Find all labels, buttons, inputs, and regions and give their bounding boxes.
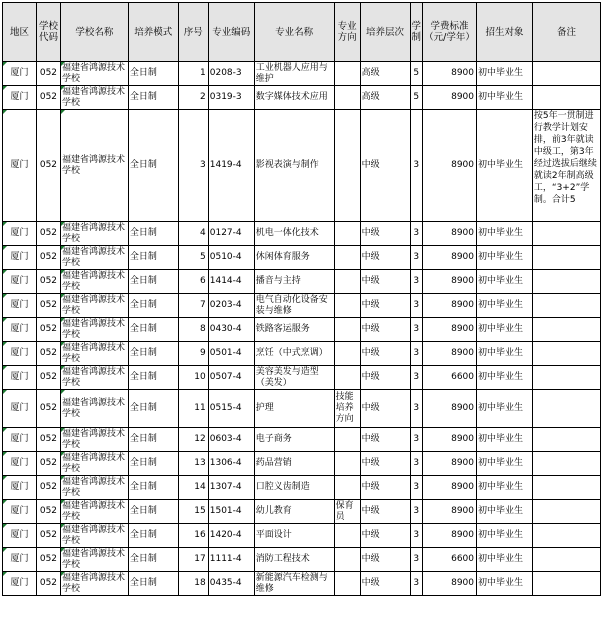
cell-mode: 全日制 <box>128 62 178 86</box>
cell-years: 5 <box>410 86 423 110</box>
cell-mode: 全日制 <box>128 246 178 270</box>
cell-remarks <box>532 390 600 428</box>
cell-level: 中级 <box>360 572 410 596</box>
cell-fee: 8900 <box>423 270 477 294</box>
cell-level: 中级 <box>360 294 410 318</box>
enrollment-table <box>2 2 601 596</box>
cell-direction <box>334 110 360 222</box>
cell-major-name: 播音与主持 <box>254 270 334 294</box>
header-major-code: 专业编码 <box>208 3 254 62</box>
table-row <box>3 62 601 86</box>
cell-seq: 13 <box>178 452 208 476</box>
table-row <box>3 452 601 476</box>
cell-level: 中级 <box>360 524 410 548</box>
table-row <box>3 572 601 596</box>
cell-school-name: 福建省鸿源技术学校 <box>60 62 128 86</box>
cell-target: 初中毕业生 <box>477 318 533 342</box>
cell-remarks <box>532 500 600 524</box>
cell-years: 3 <box>410 500 423 524</box>
cell-fee: 8900 <box>423 500 477 524</box>
cell-mode: 全日制 <box>128 390 178 428</box>
cell-school-code: 052 <box>36 524 60 548</box>
cell-major-name: 工业机器人应用与维护 <box>254 62 334 86</box>
cell-fee: 8900 <box>423 110 477 222</box>
cell-school-name: 福建省鸿源技术学校 <box>60 548 128 572</box>
cell-direction <box>334 524 360 548</box>
cell-fee: 6600 <box>423 366 477 390</box>
cell-target: 初中毕业生 <box>477 222 533 246</box>
cell-fee: 6600 <box>423 548 477 572</box>
cell-years: 3 <box>410 342 423 366</box>
cell-major-name: 休闲体育服务 <box>254 246 334 270</box>
cell-remarks <box>532 86 600 110</box>
cell-school-name: 福建省鸿源技术学校 <box>60 86 128 110</box>
cell-remarks <box>532 428 600 452</box>
cell-school-code: 052 <box>36 428 60 452</box>
cell-major-code: 1306-4 <box>208 452 254 476</box>
cell-region: 厦门 <box>3 548 37 572</box>
cell-remarks <box>532 342 600 366</box>
cell-school-name: 福建省鸿源技术学校 <box>60 222 128 246</box>
cell-remarks <box>532 572 600 596</box>
cell-school-code: 052 <box>36 62 60 86</box>
cell-mode: 全日制 <box>128 86 178 110</box>
cell-years: 5 <box>410 62 423 86</box>
cell-direction <box>334 428 360 452</box>
cell-seq: 2 <box>178 86 208 110</box>
cell-remarks <box>532 366 600 390</box>
cell-years: 3 <box>410 270 423 294</box>
cell-seq: 6 <box>178 270 208 294</box>
cell-major-code: 1419-4 <box>208 110 254 222</box>
table-row <box>3 110 601 222</box>
cell-direction <box>334 62 360 86</box>
cell-major-name: 影视表演与制作 <box>254 110 334 222</box>
cell-region: 厦门 <box>3 294 37 318</box>
cell-remarks <box>532 270 600 294</box>
cell-major-code: 0430-4 <box>208 318 254 342</box>
header-years: 学制 <box>410 3 423 62</box>
cell-major-name: 药品营销 <box>254 452 334 476</box>
cell-mode: 全日制 <box>128 366 178 390</box>
cell-major-name: 新能源汽车检测与维修 <box>254 572 334 596</box>
cell-direction <box>334 246 360 270</box>
cell-school-name: 福建省鸿源技术学校 <box>60 476 128 500</box>
cell-school-name: 福建省鸿源技术学校 <box>60 342 128 366</box>
cell-years: 3 <box>410 390 423 428</box>
cell-mode: 全日制 <box>128 500 178 524</box>
cell-mode: 全日制 <box>128 318 178 342</box>
header-remarks: 备注 <box>532 3 600 62</box>
cell-direction: 保育员 <box>334 500 360 524</box>
cell-school-code: 052 <box>36 390 60 428</box>
cell-level: 中级 <box>360 270 410 294</box>
cell-school-name: 福建省鸿源技术学校 <box>60 366 128 390</box>
cell-major-code: 0127-4 <box>208 222 254 246</box>
cell-seq: 5 <box>178 246 208 270</box>
header-direction: 专业方向 <box>334 3 360 62</box>
cell-remarks <box>532 476 600 500</box>
cell-school-name: 福建省鸿源技术学校 <box>60 110 128 222</box>
cell-school-code: 052 <box>36 270 60 294</box>
cell-seq: 4 <box>178 222 208 246</box>
cell-remarks <box>532 246 600 270</box>
cell-fee: 8900 <box>423 222 477 246</box>
cell-mode: 全日制 <box>128 270 178 294</box>
cell-target: 初中毕业生 <box>477 86 533 110</box>
cell-years: 3 <box>410 428 423 452</box>
table-row <box>3 428 601 452</box>
cell-target: 初中毕业生 <box>477 452 533 476</box>
cell-major-name: 数字媒体技术应用 <box>254 86 334 110</box>
cell-level: 中级 <box>360 342 410 366</box>
cell-target: 初中毕业生 <box>477 476 533 500</box>
cell-major-code: 1501-4 <box>208 500 254 524</box>
cell-mode: 全日制 <box>128 342 178 366</box>
cell-mode: 全日制 <box>128 524 178 548</box>
cell-seq: 1 <box>178 62 208 86</box>
cell-direction <box>334 366 360 390</box>
table-row <box>3 222 601 246</box>
cell-seq: 14 <box>178 476 208 500</box>
cell-school-code: 052 <box>36 246 60 270</box>
cell-major-code: 0510-4 <box>208 246 254 270</box>
header-school-name: 学校名称 <box>60 3 128 62</box>
cell-major-name: 口腔义齿制造 <box>254 476 334 500</box>
table-row <box>3 86 601 110</box>
cell-mode: 全日制 <box>128 476 178 500</box>
cell-target: 初中毕业生 <box>477 246 533 270</box>
cell-direction <box>334 270 360 294</box>
cell-region: 厦门 <box>3 366 37 390</box>
cell-fee: 8900 <box>423 62 477 86</box>
cell-school-name: 福建省鸿源技术学校 <box>60 524 128 548</box>
header-level: 培养层次 <box>360 3 410 62</box>
cell-major-code: 0203-4 <box>208 294 254 318</box>
cell-major-name: 平面设计 <box>254 524 334 548</box>
cell-school-code: 052 <box>36 572 60 596</box>
cell-direction <box>334 572 360 596</box>
cell-direction <box>334 548 360 572</box>
cell-region: 厦门 <box>3 476 37 500</box>
cell-years: 3 <box>410 110 423 222</box>
cell-mode: 全日制 <box>128 428 178 452</box>
cell-target: 初中毕业生 <box>477 428 533 452</box>
cell-school-code: 052 <box>36 294 60 318</box>
cell-major-code: 0515-4 <box>208 390 254 428</box>
cell-fee: 8900 <box>423 294 477 318</box>
cell-level: 中级 <box>360 548 410 572</box>
cell-remarks <box>532 294 600 318</box>
cell-level: 中级 <box>360 246 410 270</box>
cell-seq: 17 <box>178 548 208 572</box>
table-row <box>3 246 601 270</box>
cell-years: 3 <box>410 476 423 500</box>
cell-major-name: 电子商务 <box>254 428 334 452</box>
cell-target: 初中毕业生 <box>477 294 533 318</box>
cell-fee: 8900 <box>423 390 477 428</box>
cell-seq: 10 <box>178 366 208 390</box>
cell-region: 厦门 <box>3 428 37 452</box>
cell-direction <box>334 452 360 476</box>
cell-direction <box>334 476 360 500</box>
cell-region: 厦门 <box>3 500 37 524</box>
cell-years: 3 <box>410 366 423 390</box>
table-row <box>3 270 601 294</box>
cell-remarks <box>532 318 600 342</box>
cell-region: 厦门 <box>3 222 37 246</box>
cell-major-code: 1414-4 <box>208 270 254 294</box>
cell-major-code: 0507-4 <box>208 366 254 390</box>
cell-major-name: 机电一体化技术 <box>254 222 334 246</box>
table-row <box>3 524 601 548</box>
cell-major-code: 0435-4 <box>208 572 254 596</box>
cell-seq: 3 <box>178 110 208 222</box>
cell-direction: 技能培养方向 <box>334 390 360 428</box>
cell-target: 初中毕业生 <box>477 548 533 572</box>
cell-level: 中级 <box>360 318 410 342</box>
cell-school-code: 052 <box>36 222 60 246</box>
cell-years: 3 <box>410 294 423 318</box>
cell-major-code: 0319-3 <box>208 86 254 110</box>
cell-major-name: 消防工程技术 <box>254 548 334 572</box>
cell-target: 初中毕业生 <box>477 62 533 86</box>
cell-remarks <box>532 222 600 246</box>
cell-school-code: 052 <box>36 452 60 476</box>
cell-mode: 全日制 <box>128 548 178 572</box>
cell-school-code: 052 <box>36 548 60 572</box>
cell-school-name: 福建省鸿源技术学校 <box>60 246 128 270</box>
header-row <box>3 3 601 62</box>
cell-major-name: 幼儿教育 <box>254 500 334 524</box>
cell-school-name: 福建省鸿源技术学校 <box>60 500 128 524</box>
cell-level: 中级 <box>360 452 410 476</box>
cell-region: 厦门 <box>3 452 37 476</box>
cell-seq: 8 <box>178 318 208 342</box>
cell-fee: 8900 <box>423 524 477 548</box>
header-school-code: 学校代码 <box>36 3 60 62</box>
table-row <box>3 366 601 390</box>
cell-seq: 7 <box>178 294 208 318</box>
cell-school-name: 福建省鸿源技术学校 <box>60 294 128 318</box>
cell-fee: 8900 <box>423 318 477 342</box>
cell-school-name: 福建省鸿源技术学校 <box>60 318 128 342</box>
cell-seq: 11 <box>178 390 208 428</box>
cell-region: 厦门 <box>3 270 37 294</box>
cell-region: 厦门 <box>3 390 37 428</box>
cell-seq: 12 <box>178 428 208 452</box>
cell-target: 初中毕业生 <box>477 110 533 222</box>
cell-school-code: 052 <box>36 366 60 390</box>
cell-target: 初中毕业生 <box>477 366 533 390</box>
cell-fee: 8900 <box>423 86 477 110</box>
cell-years: 3 <box>410 318 423 342</box>
cell-major-code: 1420-4 <box>208 524 254 548</box>
cell-major-name: 美容美发与造型（美发） <box>254 366 334 390</box>
header-seq: 序号 <box>178 3 208 62</box>
cell-school-code: 052 <box>36 342 60 366</box>
cell-region: 厦门 <box>3 86 37 110</box>
header-target: 招生对象 <box>477 3 533 62</box>
cell-fee: 8900 <box>423 452 477 476</box>
cell-major-code: 0603-4 <box>208 428 254 452</box>
cell-target: 初中毕业生 <box>477 500 533 524</box>
cell-mode: 全日制 <box>128 294 178 318</box>
cell-years: 3 <box>410 524 423 548</box>
cell-level: 高级 <box>360 62 410 86</box>
cell-region: 厦门 <box>3 342 37 366</box>
table-row <box>3 548 601 572</box>
cell-target: 初中毕业生 <box>477 342 533 366</box>
cell-seq: 15 <box>178 500 208 524</box>
table-row <box>3 294 601 318</box>
cell-seq: 16 <box>178 524 208 548</box>
cell-school-name: 福建省鸿源技术学校 <box>60 428 128 452</box>
cell-direction <box>334 222 360 246</box>
cell-level: 中级 <box>360 390 410 428</box>
cell-major-name: 烹饪（中式烹调） <box>254 342 334 366</box>
cell-region: 厦门 <box>3 110 37 222</box>
cell-major-name: 护理 <box>254 390 334 428</box>
cell-major-code: 1307-4 <box>208 476 254 500</box>
cell-target: 初中毕业生 <box>477 270 533 294</box>
cell-fee: 8900 <box>423 476 477 500</box>
cell-level: 中级 <box>360 500 410 524</box>
cell-target: 初中毕业生 <box>477 572 533 596</box>
cell-seq: 9 <box>178 342 208 366</box>
table-row <box>3 476 601 500</box>
cell-target: 初中毕业生 <box>477 524 533 548</box>
cell-remarks <box>532 452 600 476</box>
header-region: 地区 <box>3 3 37 62</box>
cell-years: 3 <box>410 246 423 270</box>
cell-fee: 8900 <box>423 428 477 452</box>
cell-region: 厦门 <box>3 62 37 86</box>
cell-school-code: 052 <box>36 86 60 110</box>
cell-fee: 8900 <box>423 246 477 270</box>
cell-major-code: 0501-4 <box>208 342 254 366</box>
cell-years: 3 <box>410 572 423 596</box>
cell-mode: 全日制 <box>128 222 178 246</box>
cell-remarks <box>532 62 600 86</box>
header-major-name: 专业名称 <box>254 3 334 62</box>
cell-level: 中级 <box>360 222 410 246</box>
cell-major-code: 1111-4 <box>208 548 254 572</box>
cell-major-name: 电气自动化设备安装与维修 <box>254 294 334 318</box>
table-row <box>3 500 601 524</box>
cell-region: 厦门 <box>3 524 37 548</box>
cell-school-name: 福建省鸿源技术学校 <box>60 390 128 428</box>
cell-region: 厦门 <box>3 318 37 342</box>
cell-direction <box>334 86 360 110</box>
cell-region: 厦门 <box>3 572 37 596</box>
cell-seq: 18 <box>178 572 208 596</box>
cell-remarks: 按5年一贯制进行教学计划安排，前3年就读中级工，第3年经过选拔后继续就读2年制高级工，“3+2”学制。合计5 <box>532 110 600 222</box>
cell-major-name: 铁路客运服务 <box>254 318 334 342</box>
cell-remarks <box>532 524 600 548</box>
header-fee: 学费标准（元/学年） <box>423 3 477 62</box>
cell-school-name: 福建省鸿源技术学校 <box>60 572 128 596</box>
cell-school-name: 福建省鸿源技术学校 <box>60 270 128 294</box>
cell-target: 初中毕业生 <box>477 390 533 428</box>
cell-level: 中级 <box>360 366 410 390</box>
cell-mode: 全日制 <box>128 452 178 476</box>
cell-fee: 8900 <box>423 572 477 596</box>
cell-mode: 全日制 <box>128 110 178 222</box>
cell-level: 中级 <box>360 428 410 452</box>
cell-level: 高级 <box>360 86 410 110</box>
cell-direction <box>334 342 360 366</box>
header-mode: 培养模式 <box>128 3 178 62</box>
cell-school-code: 052 <box>36 318 60 342</box>
table-row <box>3 342 601 366</box>
cell-region: 厦门 <box>3 246 37 270</box>
cell-major-code: 0208-3 <box>208 62 254 86</box>
cell-school-code: 052 <box>36 500 60 524</box>
cell-school-name: 福建省鸿源技术学校 <box>60 452 128 476</box>
cell-school-code: 052 <box>36 476 60 500</box>
cell-direction <box>334 294 360 318</box>
cell-fee: 8900 <box>423 342 477 366</box>
cell-years: 3 <box>410 222 423 246</box>
cell-years: 3 <box>410 548 423 572</box>
cell-school-code: 052 <box>36 110 60 222</box>
cell-direction <box>334 318 360 342</box>
cell-level: 中级 <box>360 110 410 222</box>
table-row <box>3 318 601 342</box>
cell-mode: 全日制 <box>128 572 178 596</box>
table-row <box>3 390 601 428</box>
cell-level: 中级 <box>360 476 410 500</box>
cell-years: 3 <box>410 452 423 476</box>
cell-remarks <box>532 548 600 572</box>
